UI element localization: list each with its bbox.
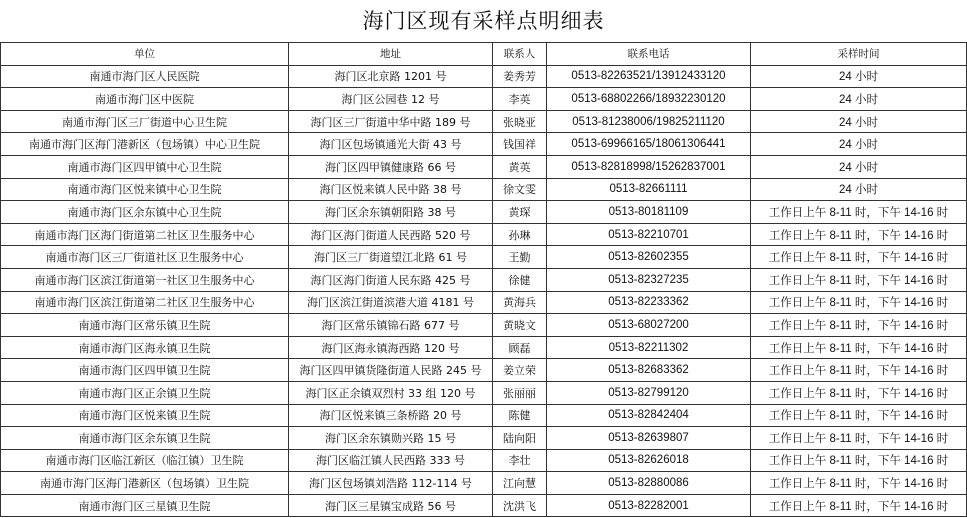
cell-contact: 黄晓文 <box>493 314 547 337</box>
table-row <box>1 88 967 111</box>
cell-phone: 0513-82799120 <box>547 381 751 404</box>
cell-address: 海门区四甲镇货隆街道人民路 245 号 <box>289 359 493 382</box>
table-row <box>1 110 967 133</box>
table-row <box>1 65 967 88</box>
cell-unit: 南通市海门区三星镇卫生院 <box>1 494 289 517</box>
cell-phone: 0513-68027200 <box>547 314 751 337</box>
cell-address: 海门区海门街道人民东路 425 号 <box>289 268 493 291</box>
cell-unit: 南通市海门区三厂街道社区卫生服务中心 <box>1 246 289 269</box>
cell-sampling-time: 工作日上午 8-11 时，下午 14-16 时 <box>751 201 967 224</box>
cell-unit: 南通市海门区悦来镇中心卫生院 <box>1 178 289 201</box>
table-row <box>1 427 967 450</box>
table-row <box>1 404 967 427</box>
table-row <box>1 381 967 404</box>
table-row <box>1 494 967 517</box>
cell-unit: 南通市海门区余东镇中心卫生院 <box>1 201 289 224</box>
table-row <box>1 359 967 382</box>
cell-contact: 陆向阳 <box>493 427 547 450</box>
cell-contact: 黄英 <box>493 155 547 178</box>
cell-sampling-time: 工作日上午 8-11 时，下午 14-16 时 <box>751 404 967 427</box>
cell-sampling-time: 工作日上午 8-11 时，下午 14-16 时 <box>751 427 967 450</box>
cell-address: 海门区四甲镇健康路 66 号 <box>289 155 493 178</box>
cell-sampling-time: 24 小时 <box>751 65 967 88</box>
cell-contact: 姜秀芳 <box>493 65 547 88</box>
page-title: 海门区现有采样点明细表 <box>362 9 605 33</box>
cell-sampling-time: 24 小时 <box>751 155 967 178</box>
cell-unit: 南通市海门区悦来镇卫生院 <box>1 404 289 427</box>
table-row <box>1 178 967 201</box>
cell-sampling-time: 工作日上午 8-11 时，下午 14-16 时 <box>751 381 967 404</box>
cell-unit: 南通市海门区海门港新区（包场镇）卫生院 <box>1 472 289 495</box>
cell-contact: 孙琳 <box>493 223 547 246</box>
cell-unit: 南通市海门区海门港新区（包场镇）中心卫生院 <box>1 133 289 156</box>
table-row <box>1 223 967 246</box>
cell-sampling-time: 工作日上午 8-11 时，下午 14-16 时 <box>751 449 967 472</box>
cell-unit: 南通市海门区正余镇卫生院 <box>1 381 289 404</box>
cell-sampling-time: 工作日上午 8-11 时，下午 14-16 时 <box>751 223 967 246</box>
table-row <box>1 336 967 359</box>
cell-sampling-time: 24 小时 <box>751 133 967 156</box>
table-row <box>1 201 967 224</box>
cell-contact: 张丽丽 <box>493 381 547 404</box>
cell-unit: 南通市海门区人民医院 <box>1 65 289 88</box>
cell-address: 海门区悦来镇人民中路 38 号 <box>289 178 493 201</box>
cell-phone: 0513-82602355 <box>547 246 751 269</box>
cell-phone: 0513-69966165/18061306441 <box>547 133 751 156</box>
cell-sampling-time: 工作日上午 8-11 时，下午 14-16 时 <box>751 336 967 359</box>
cell-unit: 南通市海门区四甲镇中心卫生院 <box>1 155 289 178</box>
cell-sampling-time: 24 小时 <box>751 110 967 133</box>
cell-address: 海门区悦来镇三条桥路 20 号 <box>289 404 493 427</box>
cell-unit: 南通市海门区滨江街道第一社区卫生服务中心 <box>1 268 289 291</box>
cell-contact: 李壮 <box>493 449 547 472</box>
cell-contact: 张晓亚 <box>493 110 547 133</box>
cell-sampling-time: 24 小时 <box>751 88 967 111</box>
cell-contact: 王勤 <box>493 246 547 269</box>
cell-unit: 南通市海门区海门街道第二社区卫生服务中心 <box>1 223 289 246</box>
header-sampling-time: 采样时间 <box>751 43 967 66</box>
cell-phone: 0513-68802266/18932230120 <box>547 88 751 111</box>
cell-address: 海门区余东镇朝阳路 38 号 <box>289 201 493 224</box>
table-row <box>1 133 967 156</box>
cell-phone: 0513-82327235 <box>547 268 751 291</box>
cell-sampling-time: 工作日上午 8-11 时，下午 14-16 时 <box>751 268 967 291</box>
cell-phone: 0513-82842404 <box>547 404 751 427</box>
table-row <box>1 268 967 291</box>
cell-unit: 南通市海门区余东镇卫生院 <box>1 427 289 450</box>
cell-sampling-time: 工作日上午 8-11 时，下午 14-16 时 <box>751 359 967 382</box>
cell-address: 海门区三星镇宝成路 56 号 <box>289 494 493 517</box>
cell-address: 海门区海门街道人民西路 520 号 <box>289 223 493 246</box>
table-row <box>1 449 967 472</box>
cell-unit: 南通市海门区滨江街道第二社区卫生服务中心 <box>1 291 289 314</box>
header-address: 地址 <box>289 43 493 66</box>
cell-unit: 南通市海门区临江新区（临江镇）卫生院 <box>1 449 289 472</box>
cell-address: 海门区三厂街道中华中路 189 号 <box>289 110 493 133</box>
table-row <box>1 246 967 269</box>
cell-address: 海门区公园巷 12 号 <box>289 88 493 111</box>
cell-phone: 0513-82880086 <box>547 472 751 495</box>
cell-phone: 0513-81238006/19825211120 <box>547 110 751 133</box>
cell-contact: 顾磊 <box>493 336 547 359</box>
cell-contact: 徐健 <box>493 268 547 291</box>
cell-contact: 李英 <box>493 88 547 111</box>
cell-address: 海门区余东镇勋兴路 15 号 <box>289 427 493 450</box>
cell-unit: 南通市海门区三厂街道中心卫生院 <box>1 110 289 133</box>
header-phone: 联系电话 <box>547 43 751 66</box>
cell-address: 海门区正余镇双烈村 33 组 120 号 <box>289 381 493 404</box>
cell-unit: 南通市海门区四甲镇卫生院 <box>1 359 289 382</box>
cell-contact: 徐文雯 <box>493 178 547 201</box>
cell-contact: 陈健 <box>493 404 547 427</box>
table-body <box>1 65 967 517</box>
cell-phone: 0513-82639807 <box>547 427 751 450</box>
cell-phone: 0513-82661111 <box>547 178 751 201</box>
cell-unit: 南通市海门区海永镇卫生院 <box>1 336 289 359</box>
cell-unit: 南通市海门区常乐镇卫生院 <box>1 314 289 337</box>
table-row <box>1 314 967 337</box>
cell-phone: 0513-82233362 <box>547 291 751 314</box>
cell-contact: 黄海兵 <box>493 291 547 314</box>
cell-address: 海门区北京路 1201 号 <box>289 65 493 88</box>
cell-contact: 江向慧 <box>493 472 547 495</box>
cell-address: 海门区临江镇人民西路 333 号 <box>289 449 493 472</box>
cell-address: 海门区三厂街道望江北路 61 号 <box>289 246 493 269</box>
cell-sampling-time: 工作日上午 8-11 时，下午 14-16 时 <box>751 472 967 495</box>
cell-phone: 0513-82211302 <box>547 336 751 359</box>
cell-phone: 0513-82263521/13912433120 <box>547 65 751 88</box>
cell-sampling-time: 工作日上午 8-11 时，下午 14-16 时 <box>751 246 967 269</box>
cell-sampling-time: 工作日上午 8-11 时，下午 14-16 时 <box>751 314 967 337</box>
cell-phone: 0513-82626018 <box>547 449 751 472</box>
header-unit: 单位 <box>1 43 289 66</box>
cell-sampling-time: 工作日上午 8-11 时，下午 14-16 时 <box>751 291 967 314</box>
table-row <box>1 291 967 314</box>
table-header-row <box>1 43 967 66</box>
cell-phone: 0513-82818998/15262837001 <box>547 155 751 178</box>
cell-phone: 0513-82210701 <box>547 223 751 246</box>
cell-contact: 黄琛 <box>493 201 547 224</box>
cell-address: 海门区常乐镇锦石路 677 号 <box>289 314 493 337</box>
cell-address: 海门区包场镇通光大街 43 号 <box>289 133 493 156</box>
cell-address: 海门区滨江街道滨港大道 4181 号 <box>289 291 493 314</box>
cell-phone: 0513-82282001 <box>547 494 751 517</box>
cell-phone: 0513-80181109 <box>547 201 751 224</box>
cell-sampling-time: 工作日上午 8-11 时，下午 14-16 时 <box>751 494 967 517</box>
cell-phone: 0513-82683362 <box>547 359 751 382</box>
cell-address: 海门区海永镇海西路 120 号 <box>289 336 493 359</box>
cell-address: 海门区包场镇刘浩路 112-114 号 <box>289 472 493 495</box>
header-contact: 联系人 <box>493 43 547 66</box>
cell-unit: 南通市海门区中医院 <box>1 88 289 111</box>
sampling-sites-table <box>0 42 967 517</box>
cell-contact: 沈洪飞 <box>493 494 547 517</box>
table-row <box>1 155 967 178</box>
table-row <box>1 472 967 495</box>
cell-contact: 姜立荣 <box>493 359 547 382</box>
cell-contact: 钱国祥 <box>493 133 547 156</box>
cell-sampling-time: 24 小时 <box>751 178 967 201</box>
